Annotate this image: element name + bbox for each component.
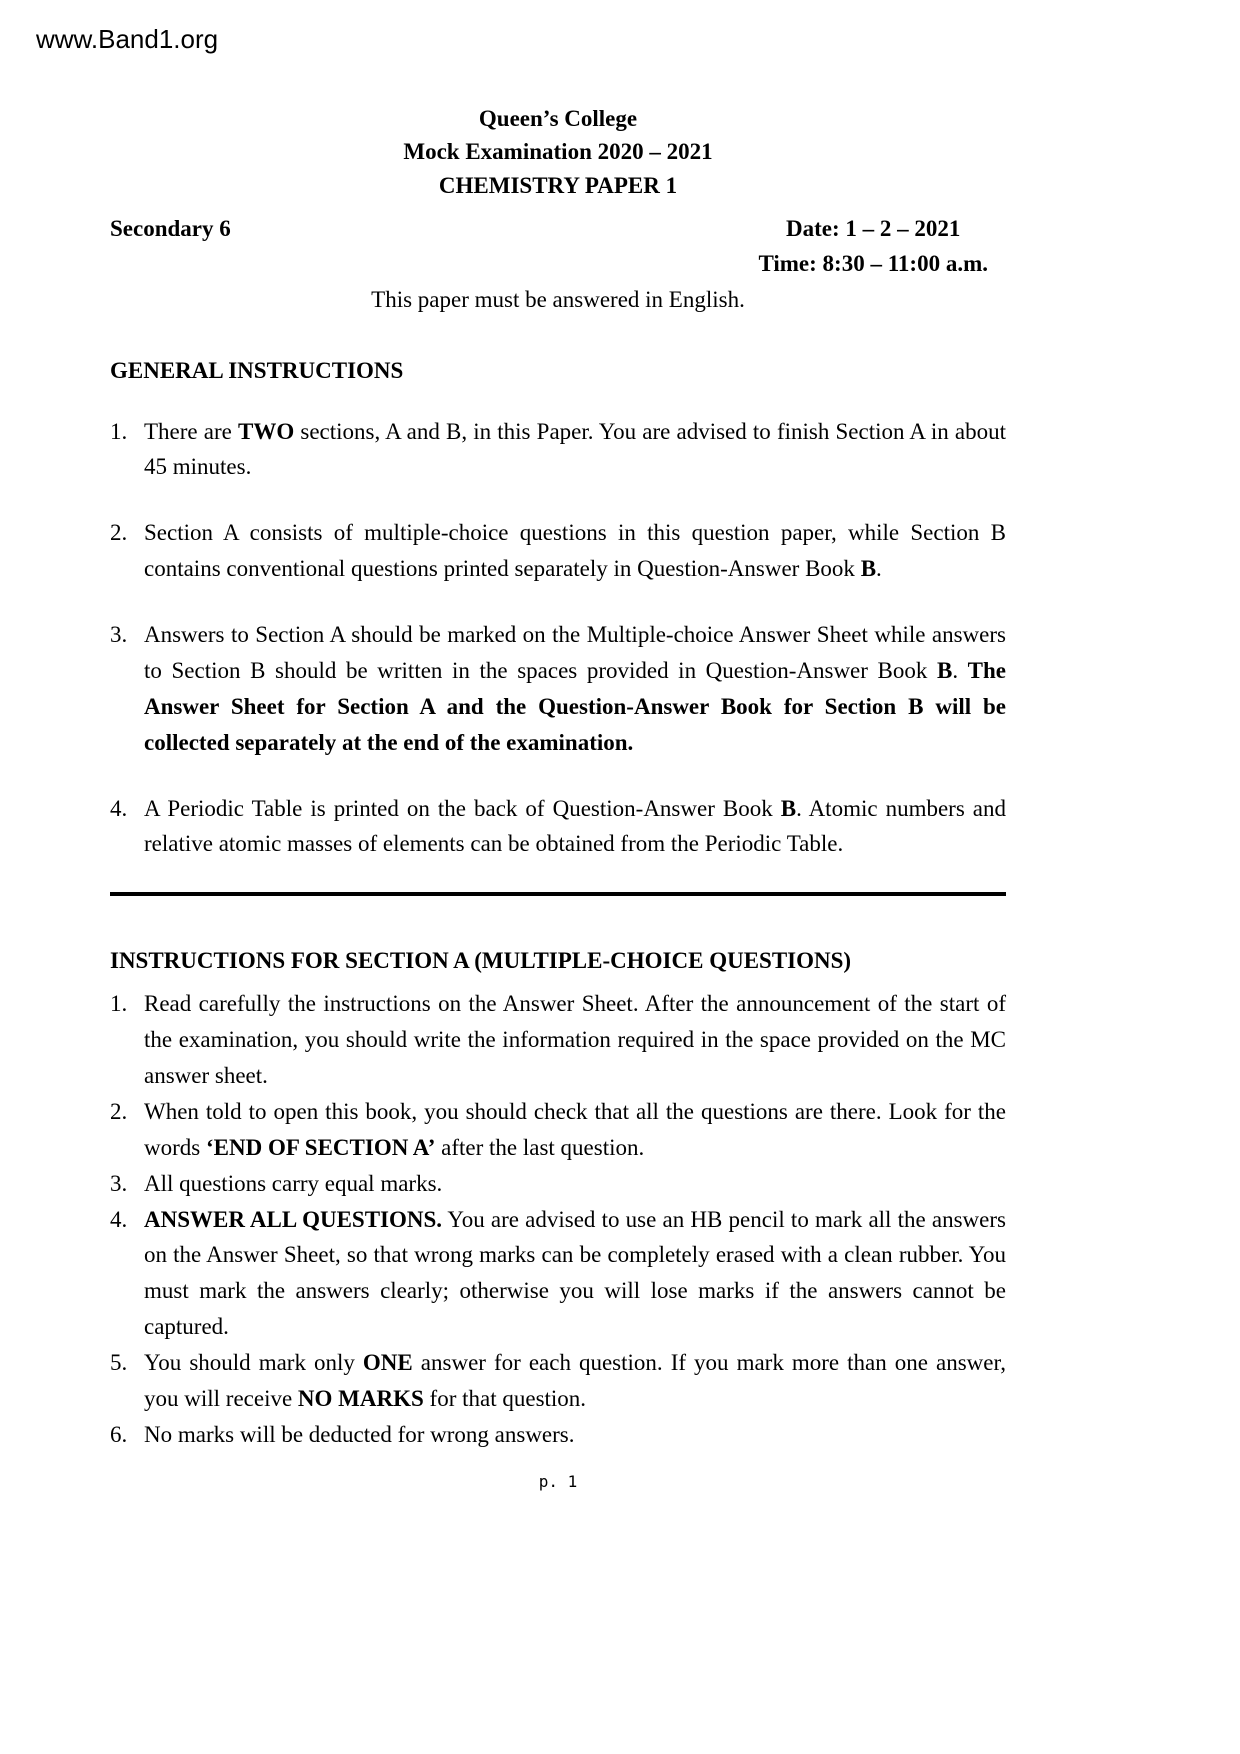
item-number: 6. [110, 1421, 128, 1447]
section-divider [110, 892, 1006, 896]
item-text: ANSWER ALL QUESTIONS. You are advised to use an HB pencil to mark all the answers on the Answer Sheet, so that wrong marks can be completely erased with a clean rubber. You must mark the answers clearly; otherwise you will lose marks if the answers cannot be captured. [144, 1206, 1006, 1340]
item-number: 4. [110, 795, 128, 821]
exam-time: Time: 8:30 – 11:00 a.m. [758, 250, 988, 276]
item-text: When told to open this book, you should check that all the questions are there. Look for the words ‘END OF SECTION A’ after the last question. [144, 1098, 1006, 1160]
instruction-item [110, 1345, 1006, 1417]
general-instructions-title: GENERAL INSTRUCTIONS [110, 357, 404, 383]
language-note: This paper must be answered in English. [371, 287, 745, 313]
item-number: 5. [110, 1350, 128, 1376]
instruction-item [110, 515, 1006, 587]
watermark: www.Band1.org [36, 24, 219, 54]
general-instructions-list [110, 414, 1006, 863]
exam-date: Date: 1 – 2 – 2021 [786, 216, 961, 242]
instruction-item [110, 1202, 1006, 1346]
instruction-item [110, 1417, 1006, 1453]
section-a-instructions-list [110, 986, 1006, 1452]
item-number: 2. [110, 520, 128, 546]
instruction-item [110, 1166, 1006, 1202]
instruction-item [110, 414, 1006, 486]
meta-row [110, 212, 1006, 281]
item-text: Answers to Section A should be marked on the Multiple-choice Answer Sheet while answers to Section B should be written in the spaces provided in Question-Answer Book B. The Answer Sheet for Section A and the Question-Answer Book for Section B will be collected separately at the end of the examination. [144, 622, 1007, 755]
title-block [110, 102, 1006, 202]
page-number: p. 1 [538, 1472, 578, 1491]
item-number: 4. [110, 1206, 128, 1232]
item-number: 1. [110, 991, 128, 1017]
instruction-item [110, 986, 1006, 1094]
school-name: Queen’s College [478, 106, 638, 131]
date-time-block [758, 212, 988, 281]
item-text: No marks will be deducted for wrong answers. [144, 1421, 575, 1447]
class-level: Secondary 6 [110, 216, 231, 242]
instruction-item [110, 791, 1006, 863]
instruction-item [110, 617, 1006, 761]
item-text: All questions carry equal marks. [144, 1170, 443, 1196]
item-number: 3. [110, 1170, 128, 1196]
instruction-item [110, 1094, 1006, 1166]
page-content [110, 0, 1006, 1453]
item-text: Read carefully the instructions on the Answer Sheet. After the announcement of the start of the examination, you should write the information required in the space provided on the MC answer sheet. [144, 991, 1006, 1089]
item-number: 3. [110, 622, 128, 648]
item-number: 1. [110, 418, 128, 444]
item-text: A Periodic Table is printed on the back of Question-Answer Book B. Atomic numbers and relative atomic masses of elements can be obtained from the Periodic Table. [144, 795, 1007, 857]
item-text: Section A consists of multiple-choice questions in this question paper, while Section B contains conventional questions printed separately in Question-Answer Book B. [144, 520, 1006, 582]
item-text: You should mark only ONE answer for each question. If you mark more than one answer, you will receive NO MARKS for that question. [144, 1350, 1006, 1411]
paper-title: CHEMISTRY PAPER 1 [438, 172, 678, 198]
section-a-instructions-title: INSTRUCTIONS FOR SECTION A (MULTIPLE-CHOICE QUESTIONS) [110, 948, 852, 974]
item-text: There are TWO sections, A and B, in this Paper. You are advised to finish Section A in about 45 minutes. [144, 418, 1007, 480]
exam-title: Mock Examination 2020 – 2021 [403, 139, 713, 165]
item-number: 2. [110, 1098, 128, 1124]
